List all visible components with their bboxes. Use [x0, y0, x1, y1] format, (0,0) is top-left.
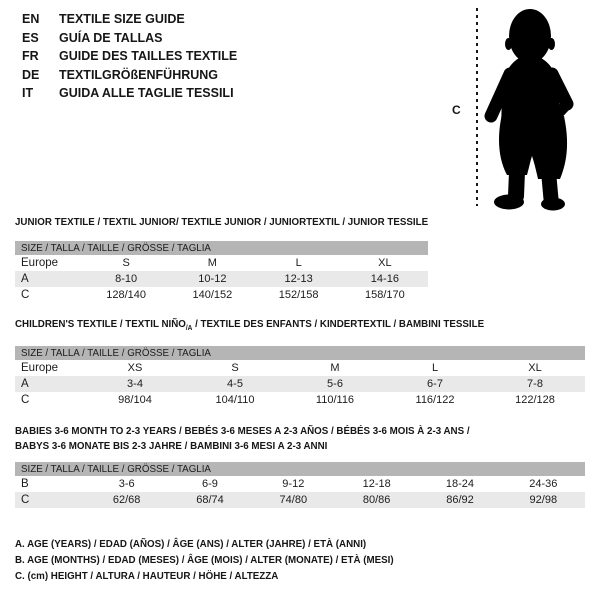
table-cell: M	[330, 362, 340, 374]
babies-size-table	[15, 462, 585, 508]
size-header-text: SIZE / TALLA / TAILLE / GRÖSSE / TAGLIA	[21, 463, 211, 475]
table-cell: 128/140	[106, 289, 146, 301]
title-line	[15, 215, 428, 230]
table-cell: 116/122	[415, 394, 455, 406]
table-cell: XL	[528, 362, 542, 374]
row-label: Europe	[21, 257, 59, 269]
lang-label: TEXTILGRÖßENFÜHRUNG	[59, 67, 219, 82]
title-text: BABIES 3-6 MONTH TO 2-3 YEARS / BEBÉS 3-6 MESES A 2-3 AÑOS / BÉBÉS 3-6 MOIS À 2-3 ANS /	[15, 425, 470, 437]
lang-code: FR	[22, 49, 39, 64]
table-cell: 7-8	[527, 378, 543, 390]
table-row	[15, 287, 428, 303]
title-text: / TEXTILE DES ENFANTS / KINDERTEXTIL / BAMBINI TESSILE	[192, 318, 485, 330]
table-cell: L	[431, 362, 439, 374]
table-cell: 86/92	[446, 494, 474, 506]
lang-code: IT	[22, 86, 34, 101]
row-label: B	[21, 478, 29, 490]
table-cell: 6-7	[427, 378, 443, 390]
footnote-line: A. AGE (YEARS) / EDAD (AÑOS) / ÂGE (ANS) / ALTER (JAHRE) / ETÀ (ANNI)	[15, 538, 367, 550]
size-header-text: SIZE / TALLA / TAILLE / GRÖSSE / TAGLIA	[21, 347, 211, 359]
height-measure-line	[476, 8, 478, 206]
measure-c-label: C	[452, 103, 461, 117]
table-cell: 12-13	[284, 273, 313, 285]
table-cell: 24-36	[529, 478, 558, 490]
table-row	[15, 255, 428, 271]
childrens-size-table	[15, 346, 585, 408]
table-cell: 152/158	[278, 289, 319, 301]
table-row	[15, 376, 585, 392]
table-cell: 3-4	[127, 378, 143, 390]
toddler-silhouette-icon	[480, 2, 600, 212]
table-cell: S	[231, 362, 239, 374]
table-cell: M	[207, 257, 217, 269]
lang-label: GUIDE DES TAILLES TEXTILE	[59, 49, 238, 64]
table-cell: 80/86	[362, 494, 391, 506]
language-row	[22, 47, 237, 66]
table-cell: 10-12	[198, 273, 227, 285]
table-cell: 110/116	[315, 394, 355, 406]
table-row	[15, 360, 585, 376]
title-subscript: /A	[185, 325, 193, 333]
size-header-band	[15, 462, 585, 476]
table-cell: S	[122, 257, 130, 269]
row-label: C	[21, 394, 30, 406]
row-label: Europe	[21, 362, 59, 374]
childrens-textile-title	[15, 317, 484, 337]
table-cell: 6-9	[202, 478, 218, 490]
lang-code: ES	[22, 30, 39, 45]
table-cell: 3-6	[118, 478, 135, 490]
row-label: C	[21, 289, 30, 301]
footnote-legend	[15, 536, 394, 585]
size-header-text: SIZE / TALLA / TAILLE / GRÖSSE / TAGLIA	[21, 242, 211, 254]
table-cell: 122/128	[515, 394, 555, 406]
table-cell: XL	[378, 257, 392, 269]
row-label: A	[21, 378, 29, 390]
junior-textile-title	[15, 215, 428, 230]
size-header-band	[15, 346, 585, 360]
table-cell: 62/68	[112, 494, 141, 506]
table-cell: 68/74	[196, 494, 224, 506]
table-cell: 158/170	[364, 289, 405, 301]
size-header-band	[15, 241, 428, 255]
row-label: A	[21, 273, 29, 285]
language-row	[22, 66, 237, 85]
table-cell: 8-10	[115, 273, 138, 285]
table-cell: 140/152	[192, 289, 233, 301]
table-cell: L	[295, 257, 302, 269]
language-row	[22, 84, 237, 103]
table-cell: 5-6	[327, 378, 343, 390]
babies-textile-title	[15, 424, 470, 453]
language-row	[22, 10, 237, 29]
footnote-line: B. AGE (MONTHS) / EDAD (MESES) / ÂGE (MOIS) / ALTER (MONATE) / ETÀ (MESI)	[15, 554, 394, 567]
lang-label: TEXTILE SIZE GUIDE	[59, 12, 185, 26]
table-cell: 104/110	[215, 394, 255, 406]
title-text: CHILDREN'S TEXTILE / TEXTIL NIÑO	[15, 318, 186, 330]
language-row	[22, 29, 237, 48]
junior-size-table	[15, 241, 428, 303]
title-text: JUNIOR TEXTILE / TEXTIL JUNIOR/ TEXTILE JUNIOR / JUNIORTEXTIL / JUNIOR TESSILE	[15, 216, 429, 228]
table-cell: 92/98	[529, 494, 558, 506]
table-row	[15, 492, 585, 508]
title-line	[15, 317, 484, 337]
table-cell: 18-24	[445, 478, 475, 490]
table-cell: 12-18	[362, 478, 391, 490]
table-row	[15, 476, 585, 492]
table-row	[15, 271, 428, 287]
table-cell: 98/104	[118, 394, 152, 406]
title-line	[15, 439, 470, 454]
table-cell: 14-16	[370, 273, 399, 285]
table-cell: XS	[127, 362, 143, 374]
title-text: BABYS 3-6 MONATE BIS 2-3 JAHRE / BAMBINI 3-6 MESI A 2-3 ANNI	[15, 439, 328, 452]
table-row	[15, 392, 585, 408]
title-line	[15, 424, 470, 439]
lang-label: GUÍA DE TALLAS	[59, 30, 163, 45]
lang-label: GUIDA ALLE TAGLIE TESSILI	[59, 86, 234, 101]
footnote-line: C. (cm) HEIGHT / ALTURA / HAUTEUR / HÖHE / ALTEZZA	[15, 570, 279, 583]
table-cell: 74/80	[279, 494, 308, 506]
row-label: C	[21, 494, 30, 506]
lang-code: EN	[22, 12, 40, 26]
lang-code: DE	[22, 67, 40, 82]
language-list	[22, 10, 237, 103]
table-cell: 9-12	[282, 478, 305, 490]
table-cell: 4-5	[227, 378, 243, 390]
